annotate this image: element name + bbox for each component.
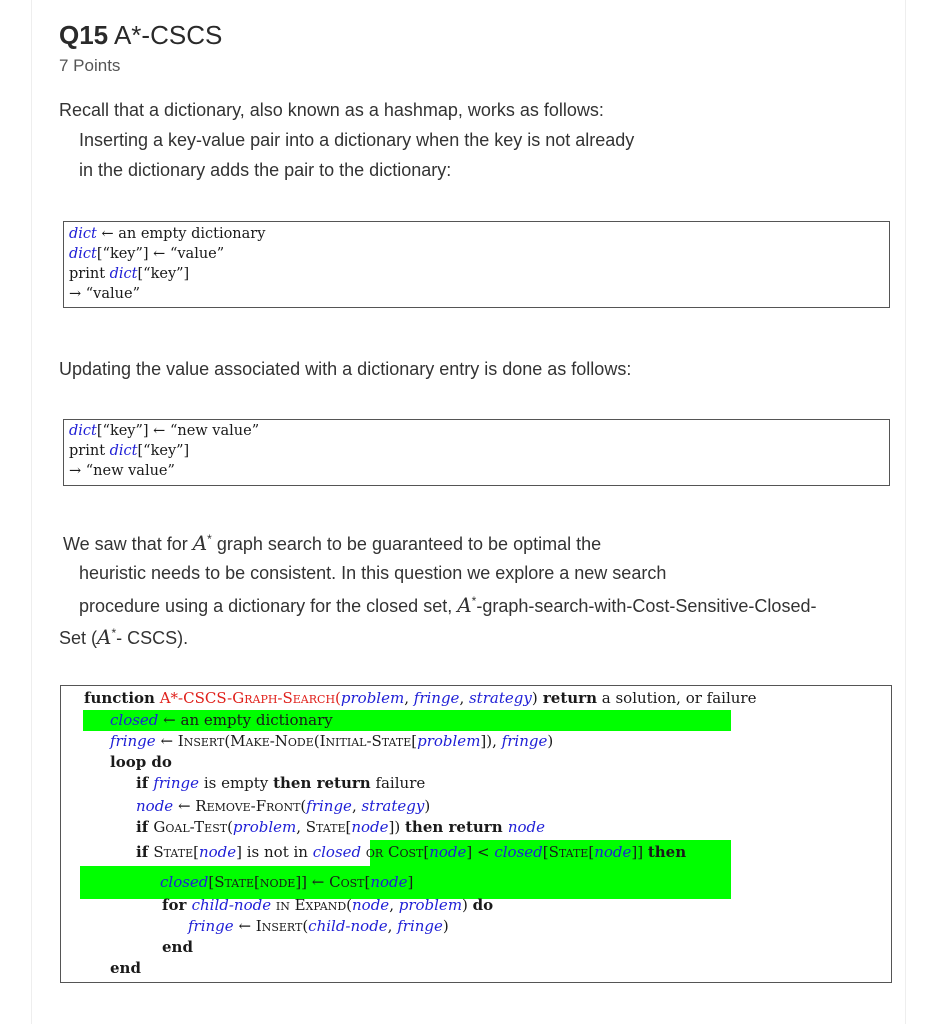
question-name: A*-CSCS (113, 20, 223, 50)
algo-line-10: for child-node in Expand(node, problem) do (162, 896, 494, 914)
update-text: Updating the value associated with a dictionary entry is done as follows: (59, 359, 632, 379)
algo-line-11: fringe ← Insert(child-node, fringe) (188, 917, 449, 935)
code-line: dict[“key”] ← “new value” (69, 423, 260, 439)
algo-line-1: function A*-CSCS-Graph-Search(problem, fringe, strategy) return a solution, or failure (84, 689, 757, 707)
intro-line-1: Recall that a dictionary, also known as a hashmap, works as follows: (59, 100, 604, 120)
code-line: → “new value” (69, 463, 175, 479)
algo-line-13: end (110, 959, 141, 977)
code-line: print dict[“key”] (69, 266, 190, 282)
intro-line-2: Inserting a key-value pair into a dictionary when the key is not already (79, 130, 635, 150)
algo-line-8: if State[node] is not in closed or Cost[node] < closed[State[node]] then (136, 843, 687, 861)
algo-line-9: closed[State[node]] ← Cost[node] (160, 873, 414, 891)
code-line: print dict[“key”] (69, 443, 190, 459)
question-title (59, 20, 222, 51)
code-line: → “value” (69, 286, 140, 302)
desc-line-2: heuristic needs to be consistent. In this question we explore a new search (79, 563, 667, 583)
algo-line-5: if fringe is empty then return failure (136, 774, 426, 792)
question-number: Q15 (59, 20, 109, 50)
algo-line-4: loop do (110, 753, 172, 771)
desc-line-4: Set (A*- CSCS). (59, 625, 189, 649)
code-box-update (63, 419, 890, 486)
algo-line-3: fringe ← Insert(Make-Node(Initial-State[problem]), fringe) (110, 732, 554, 750)
question-points: 7 Points (59, 56, 121, 75)
algo-line-12: end (162, 938, 193, 956)
code-line: dict ← an empty dictionary (69, 226, 266, 242)
desc-line-3: procedure using a dictionary for the closed set, A*-graph-search-with-Cost-Sensitive-Closed- (79, 593, 817, 617)
algo-line-2: closed ← an empty dictionary (110, 711, 333, 729)
algo-line-7: if Goal-Test(problem, State[node]) then return node (136, 818, 545, 836)
desc-line-1: We saw that for A* graph search to be guaranteed to be optimal the (63, 531, 602, 555)
intro-line-3: in the dictionary adds the pair to the dictionary: (79, 160, 452, 180)
algo-line-6: node ← Remove-Front(fringe, strategy) (136, 797, 431, 815)
code-line: dict[“key”] ← “value” (69, 246, 225, 262)
algorithm-box (60, 685, 892, 983)
code-box-insert (63, 221, 890, 308)
